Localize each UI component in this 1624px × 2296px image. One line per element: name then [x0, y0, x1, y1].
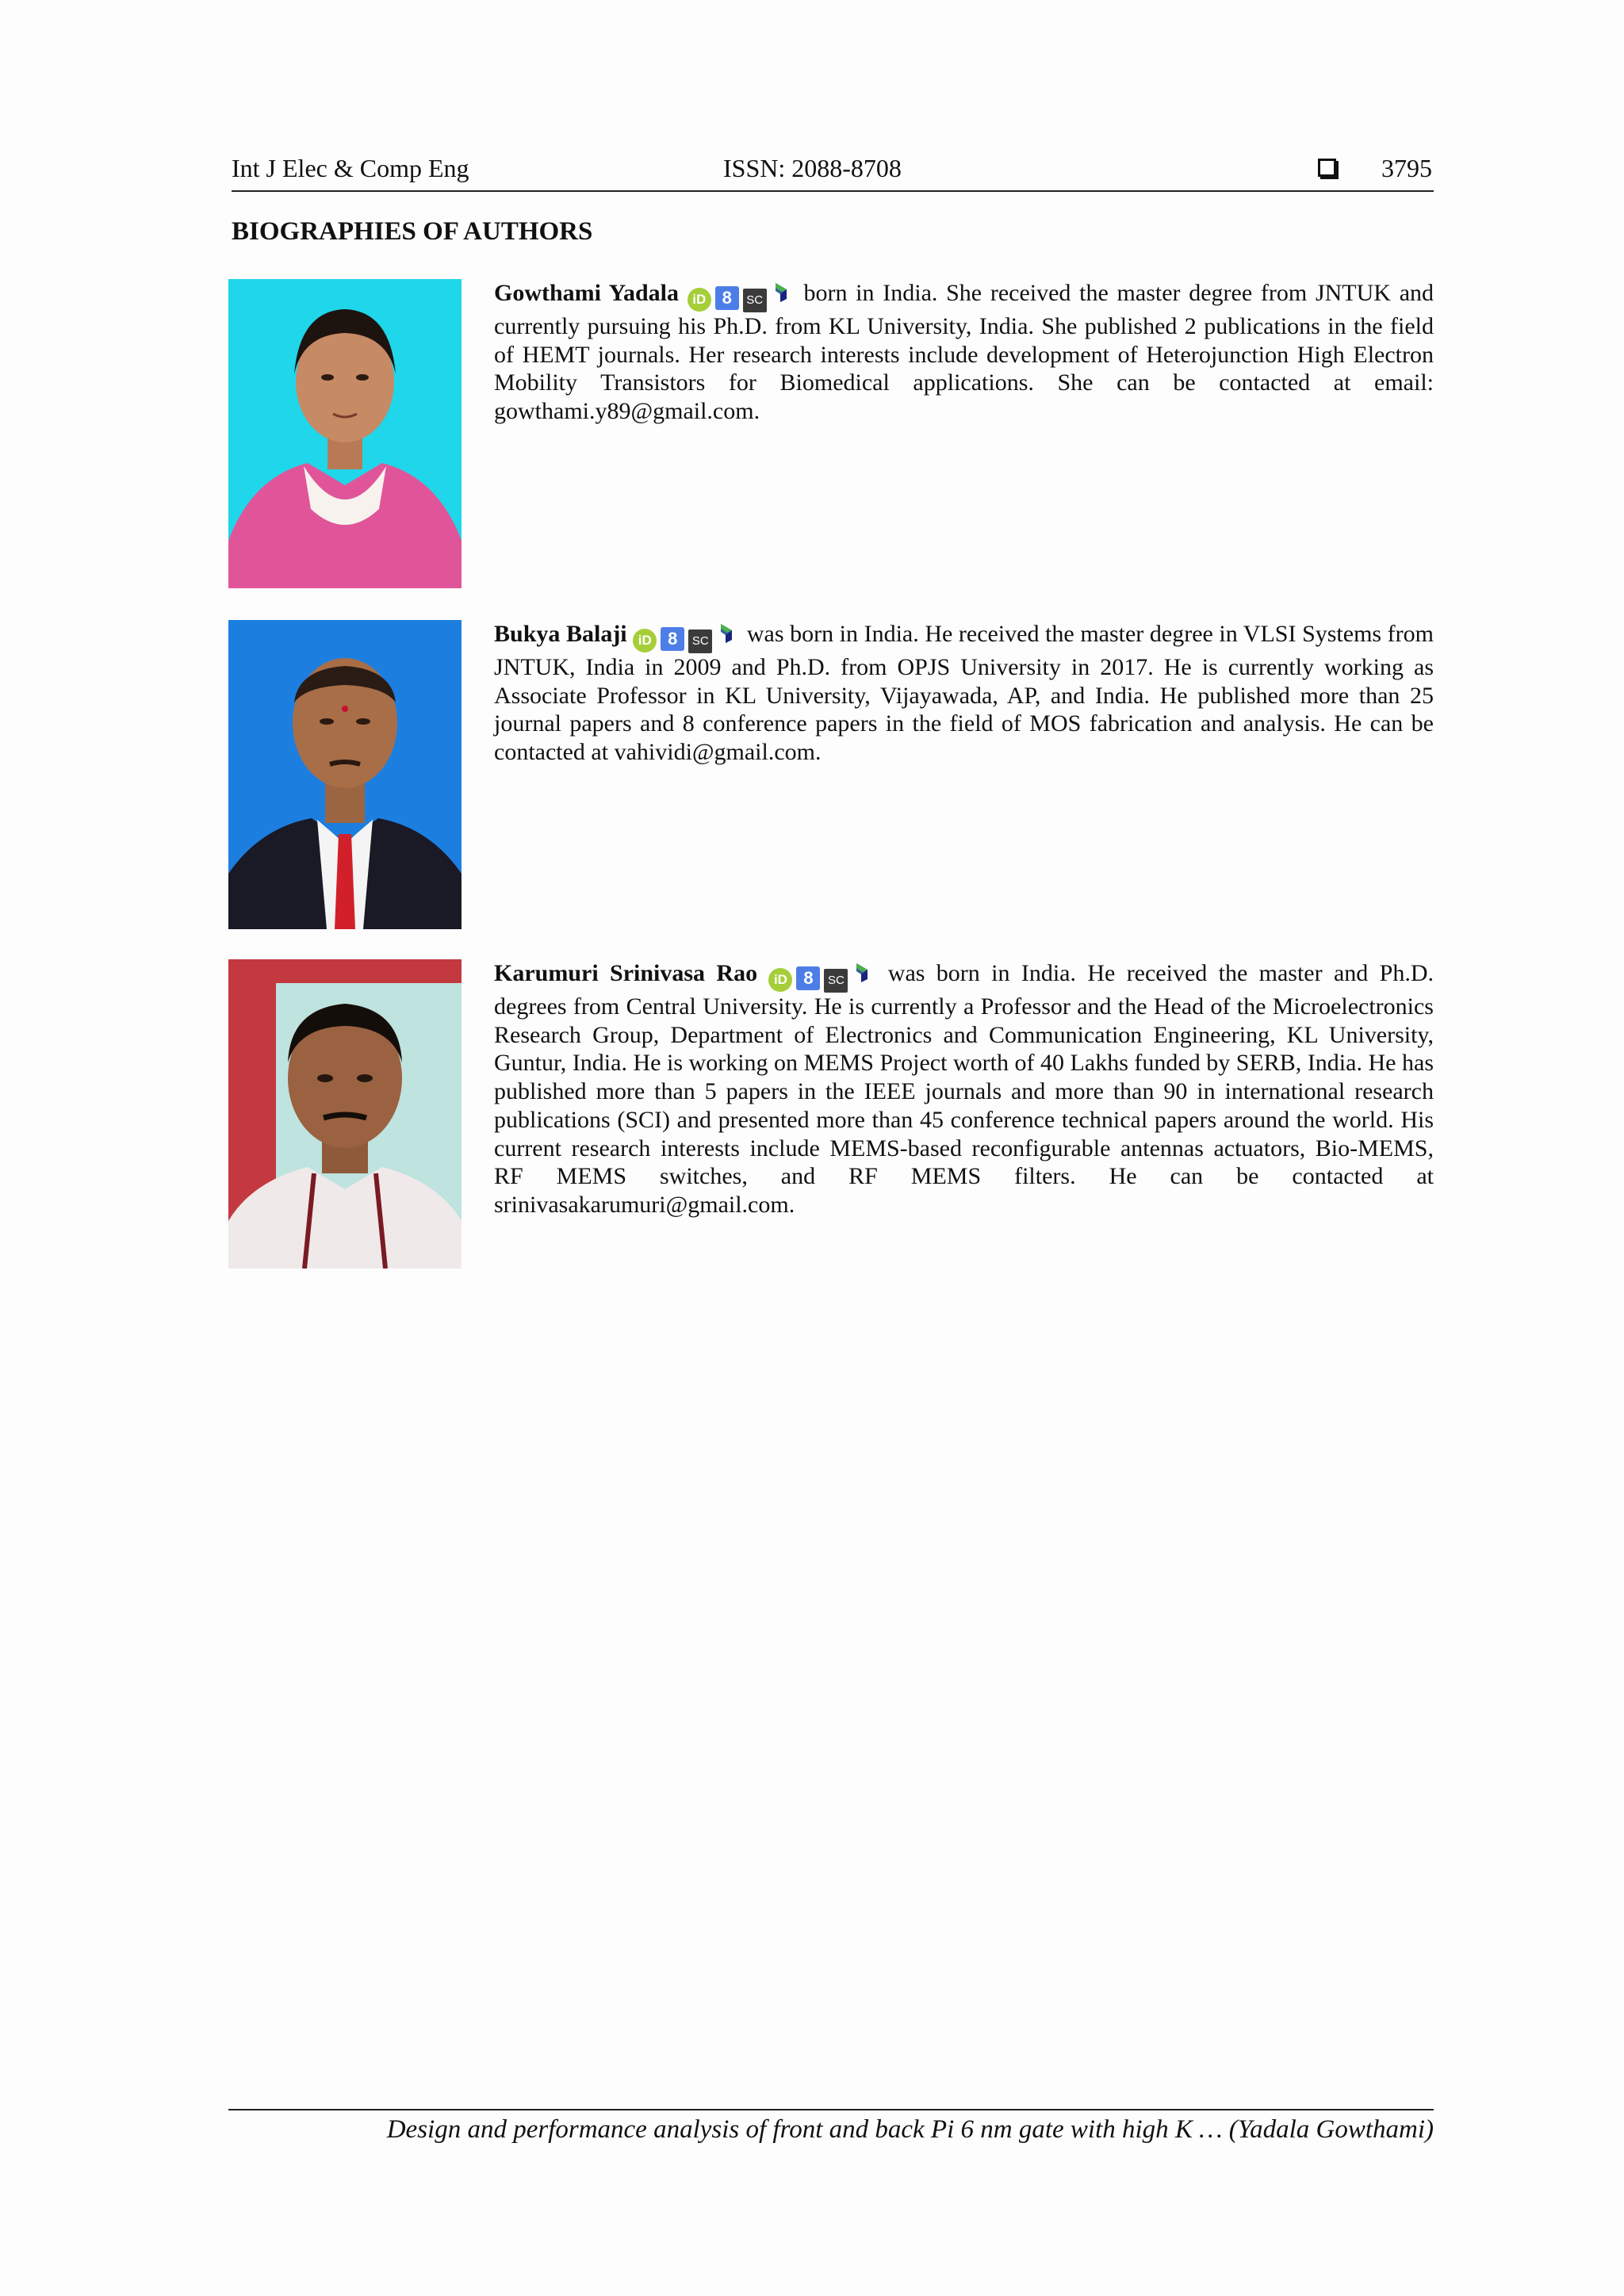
journal-name: Int J Elec & Comp Eng: [232, 154, 469, 182]
author-photo: [228, 279, 462, 588]
orcid-icon[interactable]: iD: [633, 629, 657, 652]
google-scholar-icon[interactable]: 8: [715, 286, 739, 310]
orcid-icon[interactable]: iD: [688, 288, 711, 312]
issn: ISSN: 2088-8708: [723, 154, 902, 182]
publons-icon[interactable]: [852, 960, 872, 984]
author-bio: [494, 620, 1434, 767]
scopus-icon[interactable]: SC: [824, 969, 848, 993]
square-bullet-icon: [1318, 159, 1336, 177]
google-scholar-icon[interactable]: 8: [661, 627, 684, 651]
author-bio-text: was born in India. He received the master and Ph.D. degrees from Central University. He is currently a Professor and the Head of the Microelectronics Research Group, Department of Electronics and Communication Engineering, KL University, Guntur, India. He is working on MEMS Project worth of 40 Lakhs funded by SERB, India. He has published more than 5 papers in the IEEE journals and more than 90 in international research publications (SCI) and presented more than 45 conference technical papers around the world. His current research interests include MEMS-based reconfigurable antennas actuators, Bio-MEMS, RF MEMS switches, and RF MEMS filters. He can be contacted at srinivasakarumuri@gmail.com.: [494, 960, 1434, 1218]
author-photo: [228, 959, 462, 1269]
orcid-icon[interactable]: iD: [768, 968, 792, 992]
author-bio: [494, 279, 1434, 426]
running-footer: Design and performance analysis of front and back Pi 6 nm gate with high K … (Yadala Gowthami): [228, 2109, 1434, 2145]
author-name: Karumuri Srinivasa Rao: [494, 960, 758, 986]
author-bio: [494, 959, 1434, 1219]
scopus-icon[interactable]: SC: [688, 629, 712, 653]
author-name: Bukya Balaji: [494, 621, 627, 647]
google-scholar-icon[interactable]: 8: [796, 966, 820, 990]
publons-icon[interactable]: [771, 280, 791, 304]
author-photo: [228, 620, 462, 929]
section-title: BIOGRAPHIES OF AUTHORS: [232, 217, 593, 246]
running-header: [232, 154, 1434, 192]
author-name: Gowthami Yadala: [494, 280, 679, 306]
publons-icon[interactable]: [716, 621, 737, 645]
author-bio-text: was born in India. He received the master degree in VLSI Systems from JNTUK, India in 2009 and Ph.D. from OPJS University in 2017. He is currently working as Associate Professor in KL University, Vijayawada, AP, and India. He published more than 25 journal papers and 8 conference papers in the field of MOS fabrication and analysis. He can be contacted at vahividi@gmail.com.: [494, 621, 1434, 766]
scopus-icon[interactable]: SC: [743, 289, 767, 312]
page-number: 3795: [1381, 154, 1432, 182]
author-bio-text: born in India. She received the master degree from JNTUK and currently pursuing his Ph.D. from KL University, India. She published 2 publications in the field of HEMT journals. Her research interests include development of Heterojunction High Electron Mobility Transistors for Biomedical applications. She can be contacted at email: gowthami.y89@gmail.com.: [494, 280, 1434, 425]
